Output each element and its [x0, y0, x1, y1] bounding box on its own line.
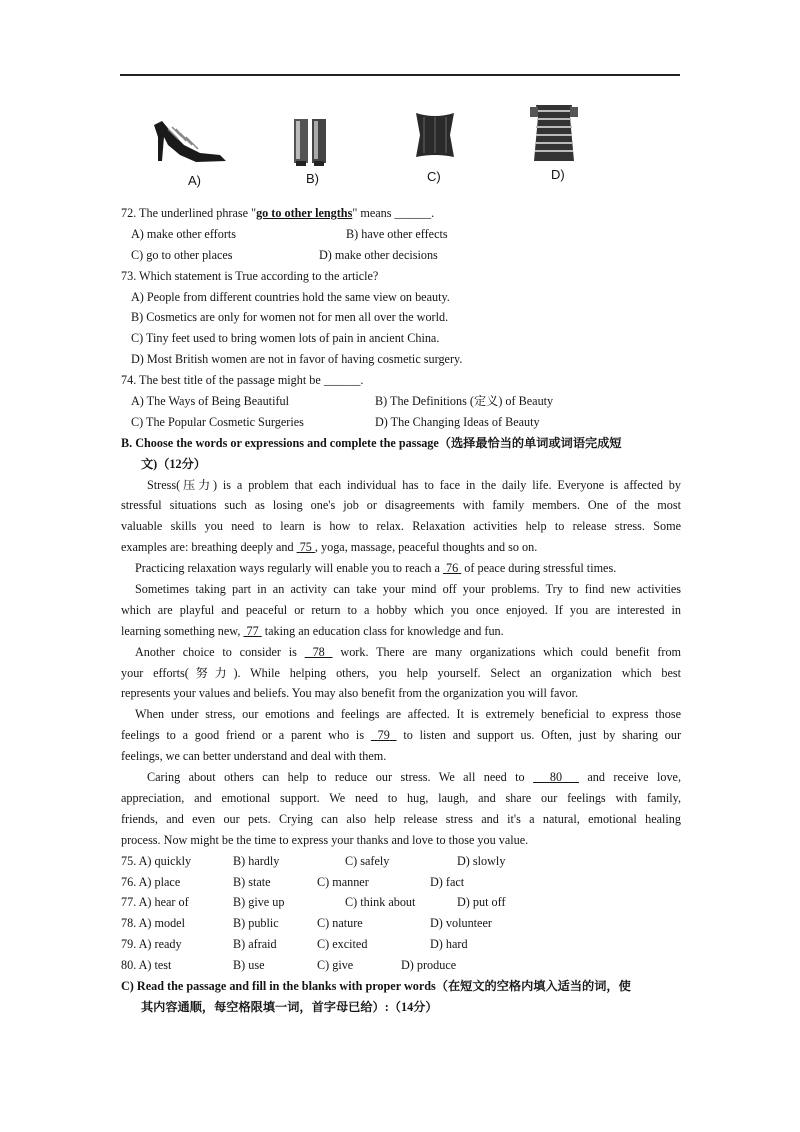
corset-icon	[410, 109, 460, 161]
blank-76: 76	[446, 561, 459, 576]
passage-line: stressful situations such as losing one's job or disagreements with family members. One of the most	[121, 498, 681, 513]
choice-a: 76. A) place	[121, 874, 181, 889]
choice-b: B) use	[233, 958, 265, 973]
passage-line: Sometimes taking part in an activity can take your mind off your problems. Try to find new activities	[135, 582, 681, 597]
section-b-heading-cont: 文)（12分）	[141, 456, 206, 471]
choice-a: 77. A) hear of	[121, 895, 189, 910]
choice-d: D) put off	[457, 895, 506, 910]
passage-line: Practicing relaxation ways regularly will enable you to reach a 76 of peace during stressful times.	[135, 561, 617, 576]
high-heel-shoe-icon	[150, 115, 230, 165]
choice-a: 75. A) quickly	[121, 853, 192, 868]
choice-a: 78. A) model	[121, 916, 185, 931]
option-74c: C) The Popular Cosmetic Surgeries	[131, 414, 304, 429]
passage-line: Stress(压力) is a problem that each individual has to face in the daily life. Everyone is affected by	[147, 477, 681, 492]
picture-label-a: A)	[188, 173, 201, 188]
picture-label-d: D)	[551, 167, 565, 182]
choice-c: C) safely	[345, 853, 390, 868]
choice-b: B) hardly	[233, 853, 280, 868]
option-74d: D) The Changing Ideas of Beauty	[375, 414, 540, 429]
passage-line: When under stress, our emotions and feelings are affected. It is extremely beneficial to express those	[135, 707, 681, 722]
question-73-stem: 73. Which statement is True according to the article?	[121, 268, 379, 283]
option-72d: D) make other decisions	[319, 247, 438, 262]
passage-line: valuable skills you need to learn is how to relax. Relaxation activities help to release stress. Some	[121, 519, 681, 534]
blank-80: 80	[549, 770, 563, 785]
choice-b: B) give up	[233, 895, 285, 910]
passage-line: examples are: breathing deeply and 75 , yoga, massage, peaceful thoughts and so on.	[121, 540, 538, 555]
option-74b: B) The Definitions (定义) of Beauty	[375, 394, 554, 409]
picture-options	[120, 95, 680, 205]
question-72-options-row-1	[121, 224, 681, 245]
question-74-options-row-2	[121, 412, 681, 433]
option-73c: C) Tiny feet used to bring women lots of pain in ancient China.	[131, 331, 440, 346]
passage-line: learning something new, 77 taking an education class for knowledge and fun.	[121, 623, 504, 638]
option-72a: A) make other efforts	[131, 226, 237, 241]
passage-line: process. Now might be the time to express your thanks and love to those you value.	[121, 832, 529, 847]
top-rule	[120, 74, 680, 76]
choice-row-75	[121, 851, 681, 872]
cosmetic-tubes-icon	[286, 117, 336, 167]
picture-label-b: B)	[306, 171, 319, 186]
choice-d: D) volunteer	[430, 916, 492, 931]
choice-row-77	[121, 892, 681, 913]
passage-line: Caring about others can help to reduce our stress. We all need to 80 and receive love,	[147, 770, 682, 785]
blank-78: 78	[312, 644, 325, 659]
passage-line: which are playful and peaceful or return to a hobby which you once enjoyed. If you are interested in	[121, 602, 681, 617]
underlined-phrase: go to other lengths	[256, 206, 353, 220]
option-73d: D) Most British women are not in favor of having cosmetic surgery.	[131, 352, 463, 367]
choice-c: C) nature	[317, 916, 363, 931]
choice-row-79	[121, 934, 681, 955]
choice-c: C) excited	[317, 937, 368, 952]
blank-79: 79	[377, 728, 390, 743]
choice-d: D) fact	[430, 874, 465, 889]
choice-b: B) public	[233, 916, 279, 931]
picture-label-c: C)	[427, 169, 441, 184]
section-c-heading-cont: 其内容通顺，每空格限填一词，首字母已给）:（14分）	[141, 999, 438, 1014]
option-73a: A) People from different countries hold the same view on beauty.	[131, 289, 450, 304]
section-b-heading: B. Choose the words or expressions and complete the passage（选择最恰当的单词或词语完成短	[121, 435, 622, 450]
option-72c: C) go to other places	[131, 247, 233, 262]
blank-77: 77	[246, 623, 259, 638]
choice-row-76	[121, 872, 681, 893]
question-74-options-row-1	[121, 391, 681, 412]
choice-b: B) state	[233, 874, 271, 889]
blank-75: 75	[299, 540, 312, 555]
choice-d: D) slowly	[457, 853, 506, 868]
question-72-options-row-2	[121, 245, 681, 266]
passage-line: feelings to a good friend or a parent who is 79 to listen and support us. Often, just by sharing our	[121, 728, 682, 743]
striped-dress-icon	[530, 101, 578, 163]
choice-a: 80. A) test	[121, 958, 172, 973]
choice-row-80	[121, 955, 681, 976]
passage-line: appreciation, and emotional support. We need to hug, laugh, and share our feelings with family,	[121, 790, 681, 805]
choice-c: C) think about	[345, 895, 416, 910]
choice-b: B) afraid	[233, 937, 277, 952]
exam-content	[121, 203, 681, 1018]
option-74a: A) The Ways of Being Beautiful	[131, 394, 289, 409]
passage-line: feelings, we can better understand and deal with them.	[121, 749, 387, 764]
choice-c: C) manner	[317, 874, 369, 889]
passage-line: your efforts(努力). While helping others, you help yourself. Select an organization which best	[121, 665, 681, 680]
passage-line: friends, and even our pets. Crying can also help release stress and it's a natural, emotional healing	[121, 811, 681, 826]
section-c-heading: C) Read the passage and fill in the blanks with proper words（在短文的空格内填入适当的词，使	[121, 978, 631, 993]
option-72b: B) have other effects	[346, 226, 448, 241]
choice-c: C) give	[317, 958, 354, 973]
choice-row-78	[121, 913, 681, 934]
passage-line: represents your values and beliefs. You may also benefit from the organization you will favor.	[121, 686, 579, 701]
question-74-stem: 74. The best title of the passage might be ______.	[121, 373, 364, 388]
choice-a: 79. A) ready	[121, 937, 182, 952]
passage-line: Another choice to consider is 78 work. There are many organizations which could benefit from	[135, 644, 682, 659]
choice-d: D) hard	[430, 937, 468, 952]
choice-d: D) produce	[401, 958, 457, 973]
option-73b: B) Cosmetics are only for women not for men all over the world.	[131, 310, 449, 325]
question-72-stem: 72. The underlined phrase "go to other lengths" means ______.	[121, 206, 435, 220]
